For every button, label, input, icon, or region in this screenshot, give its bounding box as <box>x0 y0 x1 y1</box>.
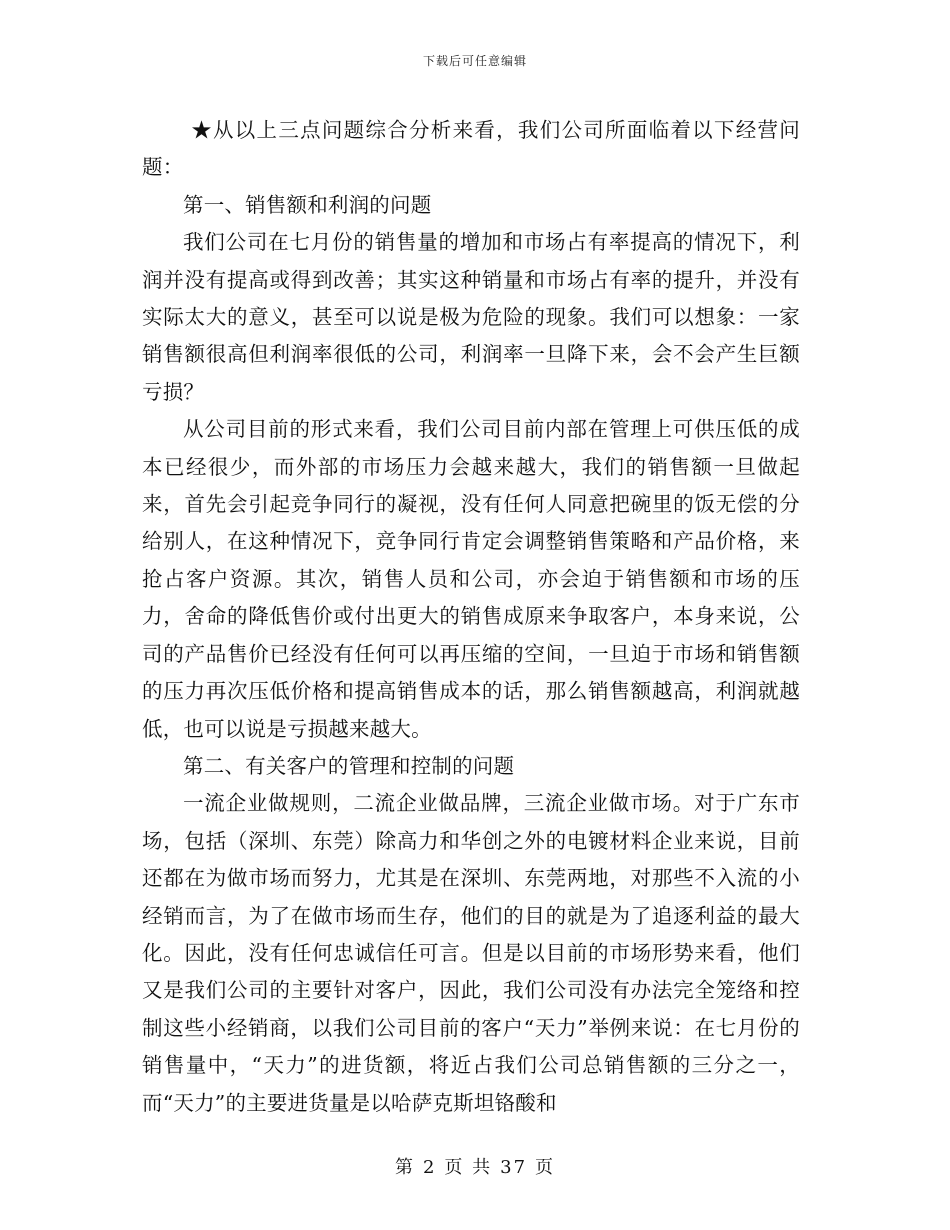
footer-suffix: 页 <box>535 1157 556 1178</box>
paragraph-summary: ★从以上三点问题综合分析来看，我们公司所面临着以下经营问题： <box>142 118 800 180</box>
page-header: 下载后可任意编辑 <box>422 54 527 68</box>
section-heading-2: 第二、有关客户的管理和控制的问题 <box>183 753 515 778</box>
footer-middle: 页 共 <box>444 1157 493 1178</box>
footer-prefix: 第 <box>394 1157 415 1178</box>
page-footer <box>0 1153 950 1179</box>
footer-total-pages: 37 <box>500 1157 528 1178</box>
paragraph: 一流企业做规则，二流企业做品牌，三流企业做市场。对于广东市场，包括（深圳、东莞）除高力和华创之外的电镀材料企业来说，目前还都在为做市场而努力，尤其是在深圳、东莞两地，对那些不入流的小经销而言，为了在做市场而生存，他们的目的就是为了追逐利益的最大化。因此，没有任何忠诚信任可言。但是以目前的市场形势来看，他们又是我们公司的主要针对客户，因此，我们公司没有办法完全笼络和控制这些小经销商，以我们公司目前的客户“天力”举例来说：在七月份的销售量中，“天力”的进货额，将近占我们公司总销售额的三分之一，而“天力”的主要进货量是以哈萨克斯坦铬酸和 <box>142 791 800 1115</box>
footer-page-number: 2 <box>422 1157 437 1178</box>
document-body <box>142 112 800 1122</box>
section-heading-1: 第一、销售额和利润的问题 <box>183 192 432 217</box>
paragraph: 从公司目前的形式来看，我们公司目前内部在管理上可供压低的成本已经很少，而外部的市场压力会越来越大，我们的销售额一旦做起来，首先会引起竞争同行的凝视，没有任何人同意把碗里的饭无偿的分给别人，在这种情况下，竞争同行肯定会调整销售策略和产品价格，来抢占客户资源。其次，销售人员和公司，亦会迫于销售额和市场的压力，舍命的降低售价或付出更大的销售成原来争取客户，本身来说，公司的产品售价已经没有任何可以再压缩的空间，一旦迫于市场和销售额的压力再次压低价格和提高销售成本的话，那么销售额越高，利润就越低，也可以说是亏损越来越大。 <box>142 417 800 741</box>
paragraph: 我们公司在七月份的销售量的增加和市场占有率提高的情况下，利润并没有提高或得到改善；其实这种销量和市场占有率的提升，并没有实际太大的意义，甚至可以说是极为危险的现象。我们可以想象：一家销售额很高但利润率很低的公司，利润率一旦降下来，会不会产生巨额亏损？ <box>142 230 800 404</box>
